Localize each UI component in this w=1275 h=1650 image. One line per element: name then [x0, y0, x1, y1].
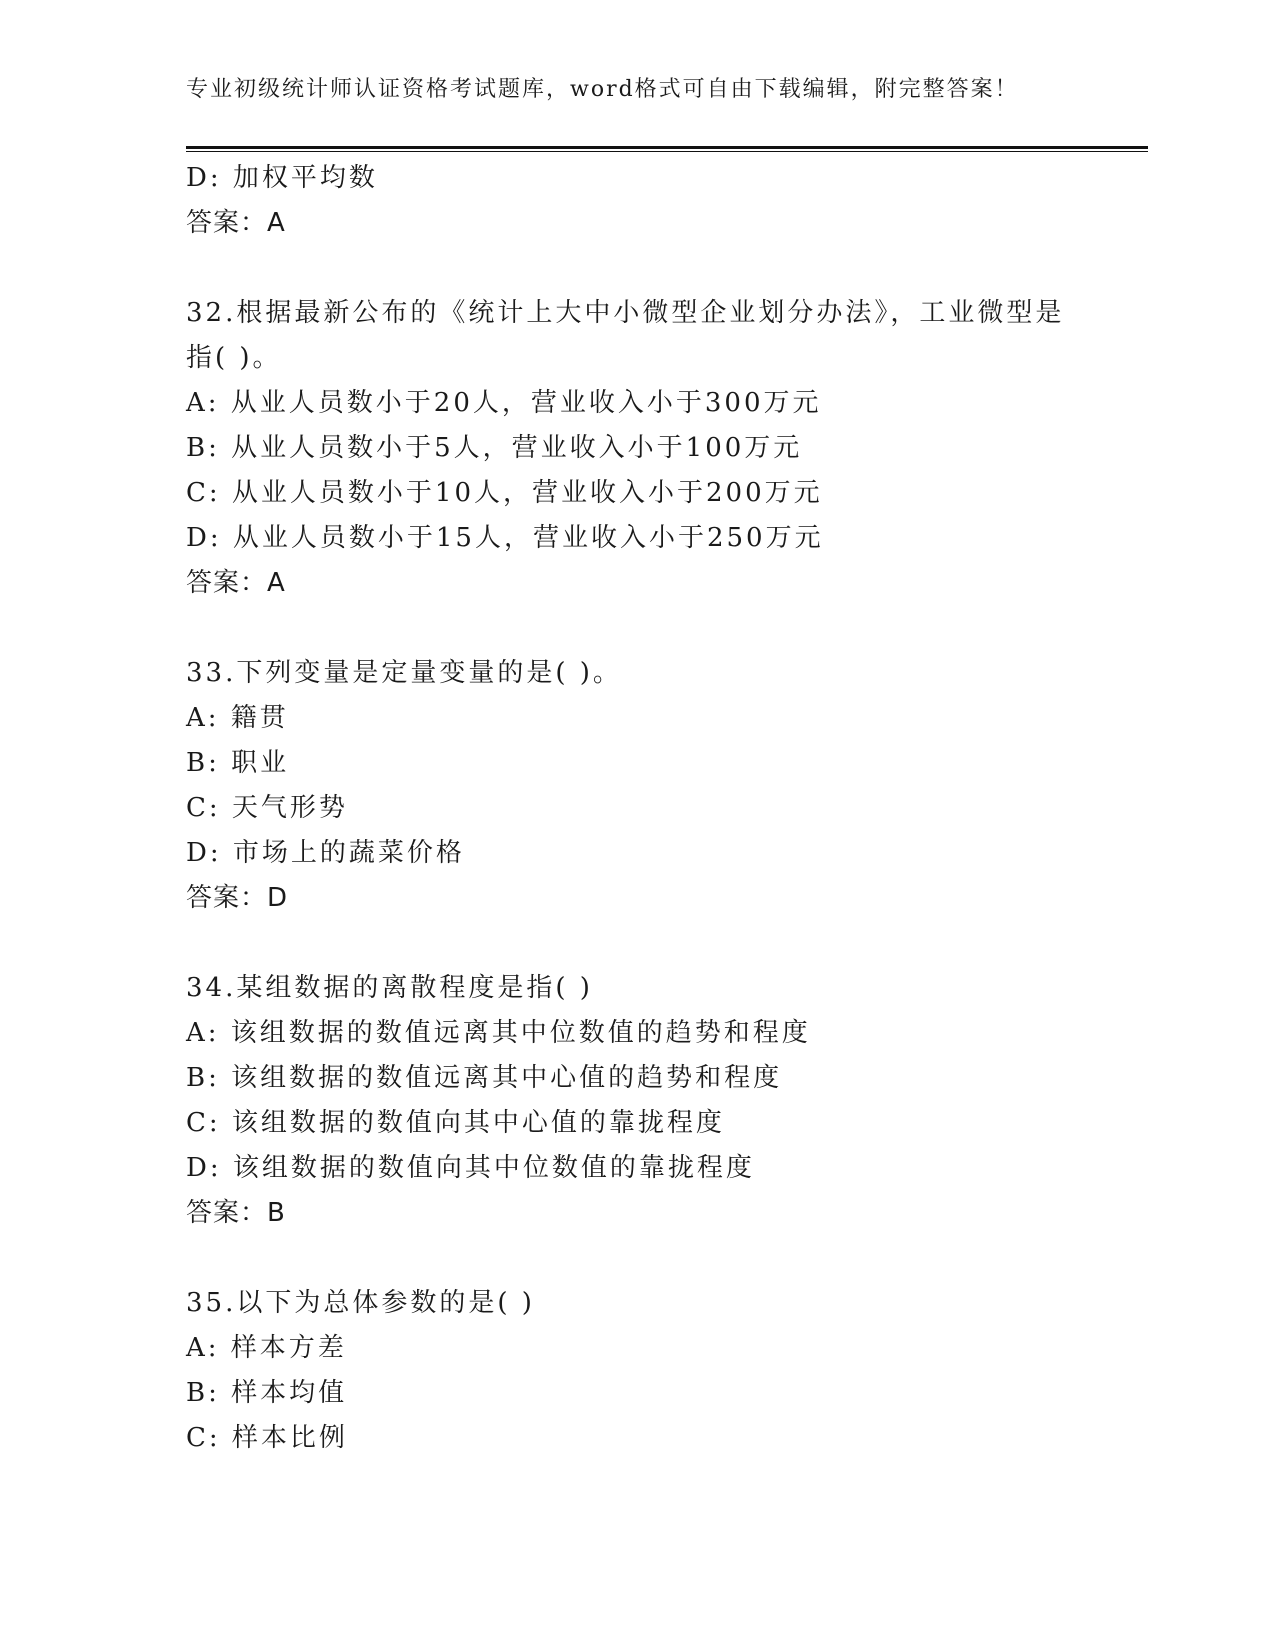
header-rule-thin	[186, 151, 1148, 152]
option-a: A: 籍贯	[186, 703, 289, 733]
spacer	[186, 1236, 1146, 1281]
question-stem: 33.下列变量是定量变量的是( )。	[186, 658, 622, 688]
question-content	[186, 156, 1146, 1461]
option-a: A: 该组数据的数值远离其中位数值的趋势和程度	[186, 1018, 811, 1048]
option-b: B: 职业	[186, 748, 290, 778]
option-d: D: 从业人员数小于15人，营业收入小于250万元	[186, 523, 824, 553]
option-b: B: 从业人员数小于5人，营业收入小于100万元	[186, 433, 803, 463]
question-33	[186, 651, 1146, 921]
question-stem: 35.以下为总体参数的是( )	[186, 1288, 535, 1318]
question-stem: 34.某组数据的离散程度是指( )	[186, 973, 593, 1003]
option-c: C: 该组数据的数值向其中心值的靠拢程度	[186, 1108, 725, 1138]
answer-line: 答案：B	[186, 1198, 286, 1228]
answer-line: 答案：D	[186, 883, 289, 913]
option-b: B: 样本均值	[186, 1378, 348, 1408]
answer-line: 答案：A	[186, 568, 286, 598]
spacer	[186, 606, 1146, 651]
option-d: D: 加权平均数	[186, 163, 378, 193]
spacer	[186, 246, 1146, 291]
question-32	[186, 291, 1146, 606]
question-34	[186, 966, 1146, 1236]
spacer	[186, 921, 1146, 966]
answer-line: 答案：A	[186, 208, 286, 238]
option-b: B: 该组数据的数值远离其中心值的趋势和程度	[186, 1063, 783, 1093]
question-stem: 32.根据最新公布的《统计上大中小微型企业划分办法》，工业微型是	[186, 298, 1065, 328]
option-c: C: 样本比例	[186, 1423, 348, 1453]
header-rule	[186, 146, 1148, 149]
option-a: A: 从业人员数小于20人，营业收入小于300万元	[186, 388, 822, 418]
option-d: D: 市场上的蔬菜价格	[186, 838, 465, 868]
option-a: A: 样本方差	[186, 1333, 347, 1363]
question-stem-cont: 指( )。	[186, 343, 282, 373]
question-35	[186, 1281, 1146, 1461]
option-c: C: 从业人员数小于10人，营业收入小于200万元	[186, 478, 823, 508]
option-d: D: 该组数据的数值向其中位数值的靠拢程度	[186, 1153, 755, 1183]
page-header: 专业初级统计师认证资格考试题库，word格式可自由下载编辑，附完整答案！	[186, 77, 1019, 102]
option-c: C: 天气形势	[186, 793, 348, 823]
